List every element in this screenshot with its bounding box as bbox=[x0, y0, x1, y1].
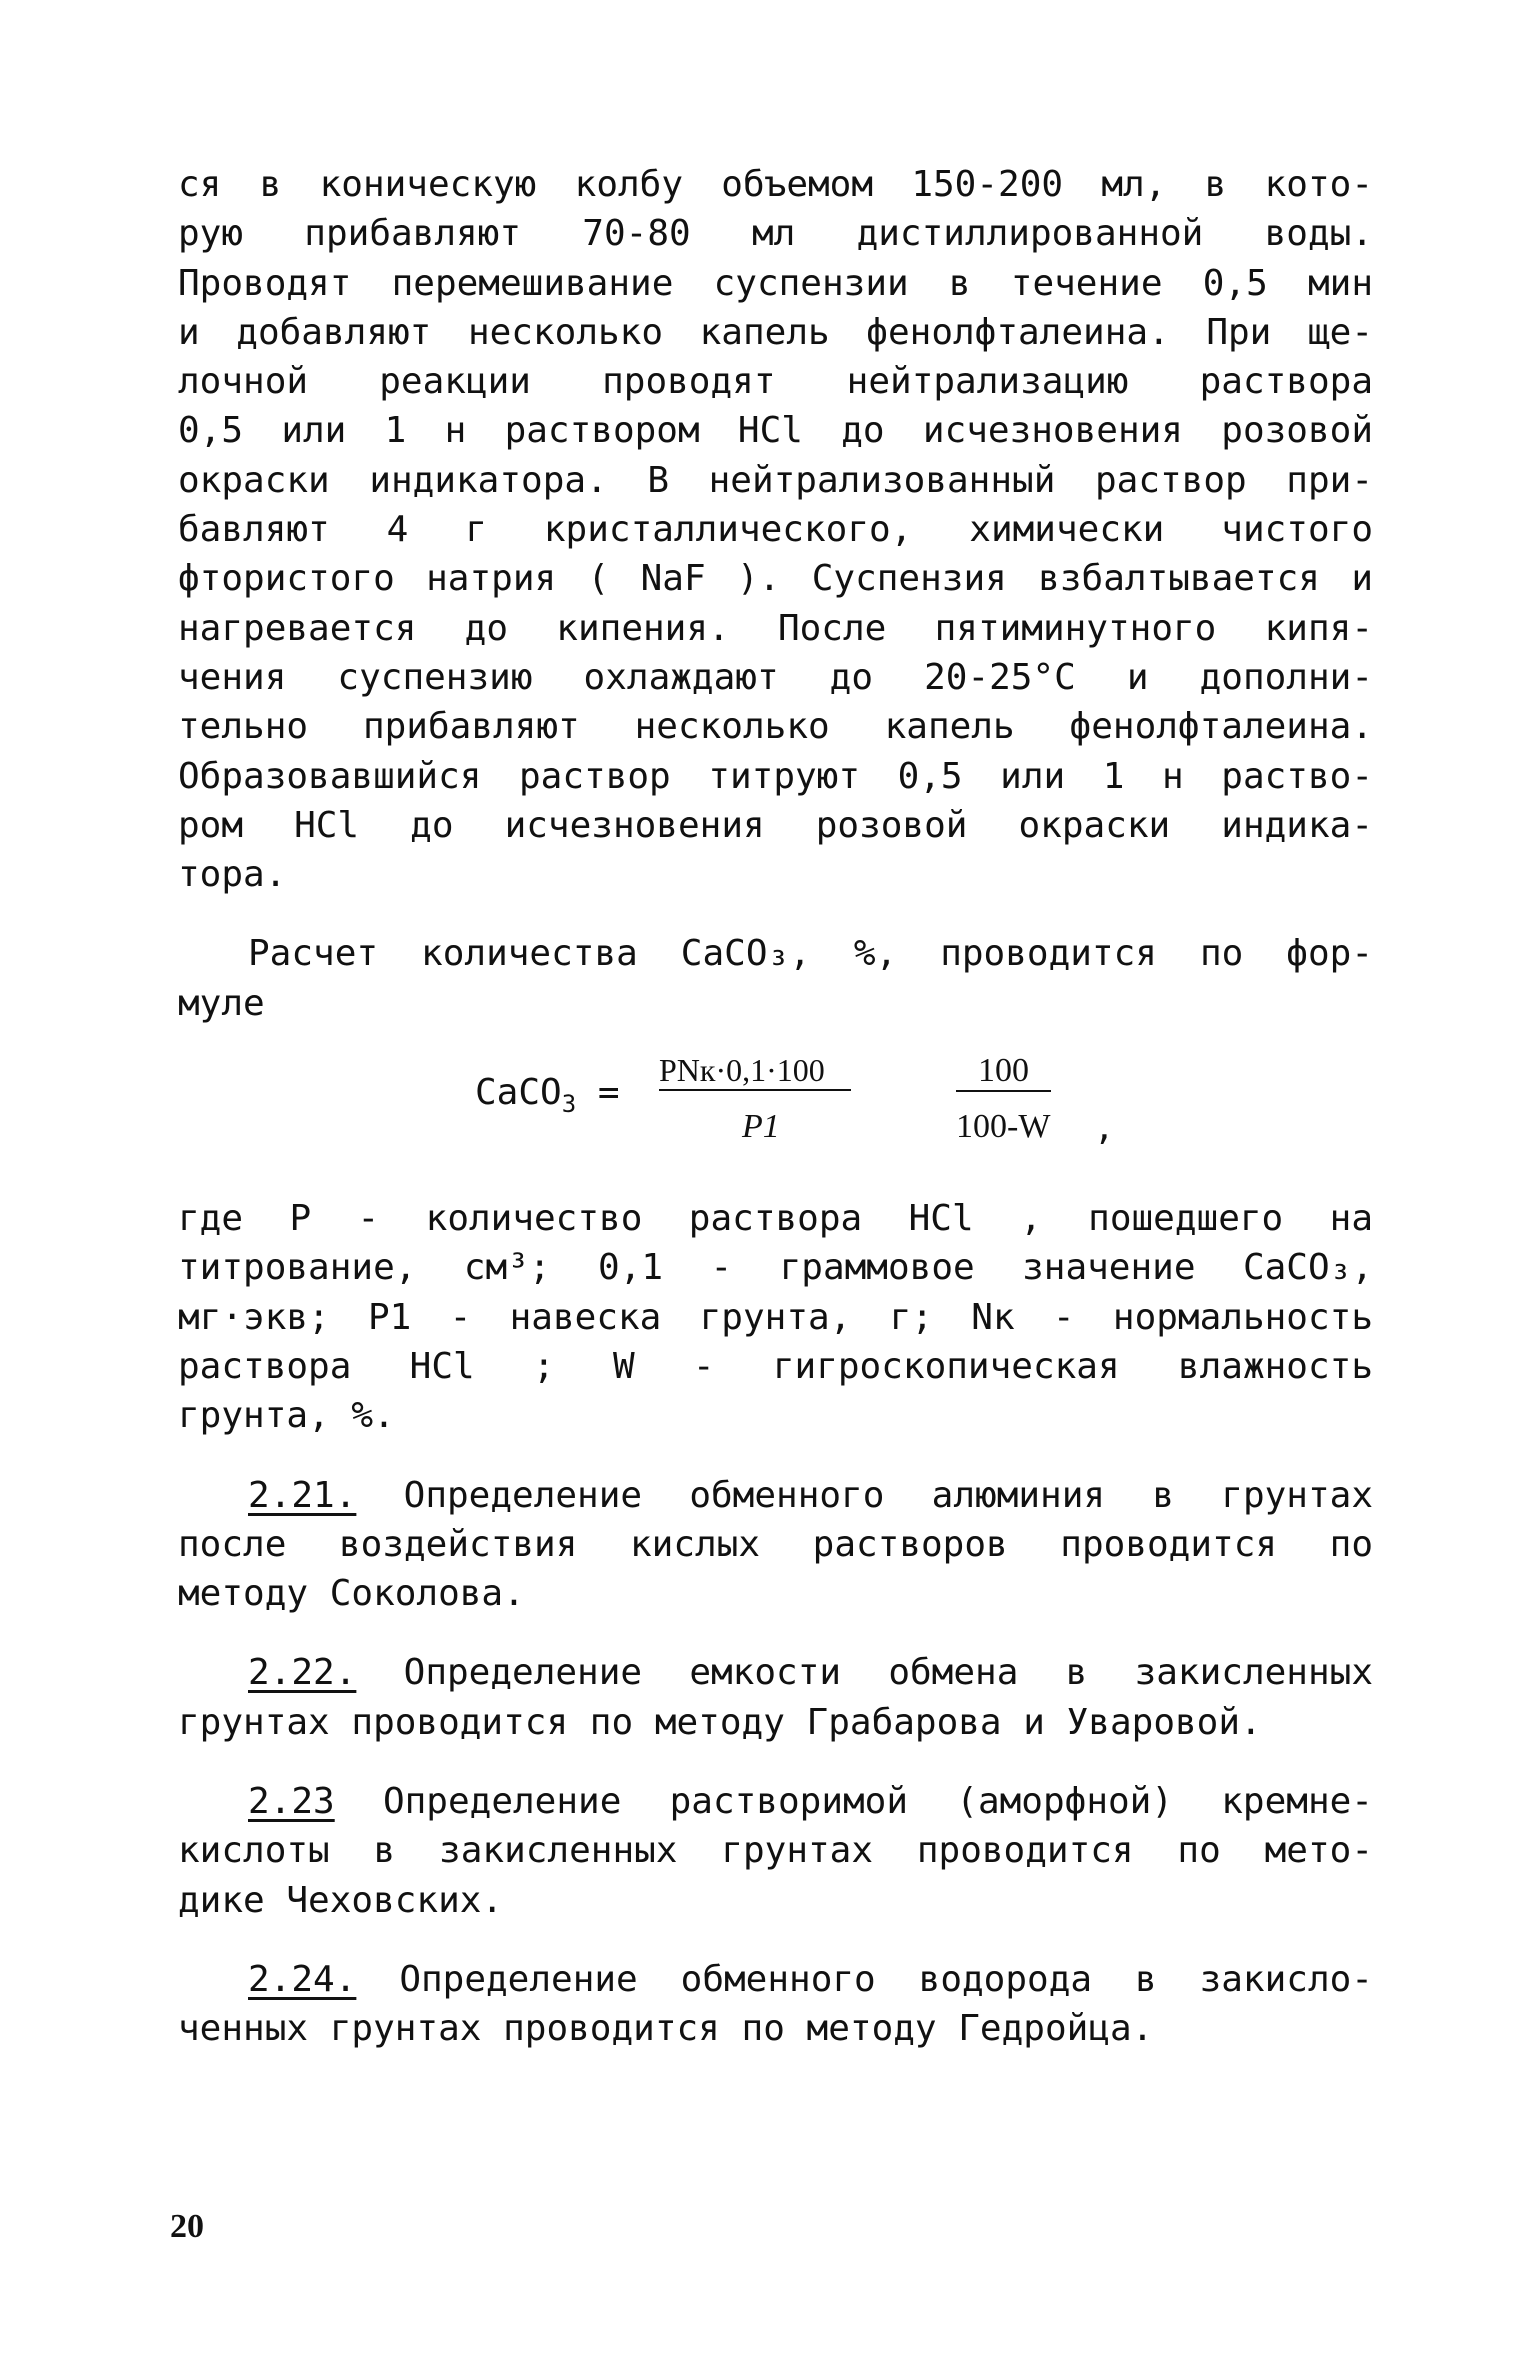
section-heading-text: Определение емкости обмена в закисленных bbox=[403, 1652, 1373, 1694]
text-line: рую прибавляют 70-80 мл дистиллированной воды. bbox=[178, 213, 1373, 255]
page-number: 20 bbox=[170, 2208, 204, 2245]
text-line: Проводят перемешивание суспензии в течение 0,5 мин bbox=[178, 262, 1373, 304]
formula-denominator-2: 100-W bbox=[956, 1108, 1051, 1146]
formula-lhs-subscript: 3 bbox=[561, 1090, 577, 1119]
text-line: 0,5 или 1 н раствором HCl до исчезновения розовой bbox=[178, 410, 1373, 452]
section-first-line bbox=[178, 1471, 1373, 1520]
section-number: 2.22. bbox=[248, 1652, 357, 1694]
text-line: и добавляют несколько капель фенолфталеина. При ще- bbox=[178, 311, 1373, 353]
formula-denominator-1: P1 bbox=[742, 1108, 780, 1146]
section-heading-text: Определение обменного алюминия в грунтах bbox=[403, 1474, 1373, 1516]
text-line: бавляют 4 г кристаллического, химически чистого bbox=[178, 509, 1373, 551]
formula-comma: , bbox=[1094, 1108, 1115, 1149]
text-line: окраски индикатора. В нейтрализованный раствор при- bbox=[178, 459, 1373, 501]
section-first-line bbox=[178, 1777, 1373, 1826]
section-2-24 bbox=[178, 1955, 1373, 2054]
text-line: Расчет количества CaCO₃, %, проводится по фор- bbox=[248, 933, 1373, 975]
text-line: титрование, см³; 0,1 - граммовое значение CaCO₃, bbox=[178, 1247, 1373, 1289]
section-2-22 bbox=[178, 1648, 1373, 1747]
formula-caco3 bbox=[178, 1046, 1373, 1176]
text-line: ченных грунтах проводится по методу Гедройца. bbox=[178, 2008, 1154, 2050]
section-2-21 bbox=[178, 1471, 1373, 1619]
paragraph-calculation-intro bbox=[178, 929, 1373, 1028]
section-number: 2.23 bbox=[248, 1781, 335, 1823]
text-line: раствора HCl ; W - гигроскопическая влажность bbox=[178, 1345, 1373, 1387]
formula-lhs bbox=[475, 1072, 620, 1118]
formula-numerator-1: PNк·0,1·100 bbox=[659, 1052, 851, 1091]
text-line: где P - количество раствора HCl , пошедшего на bbox=[178, 1198, 1373, 1240]
paragraph-legend bbox=[178, 1194, 1373, 1440]
text-line: тора. bbox=[178, 854, 287, 896]
formula-numerator-2: 100 bbox=[956, 1052, 1051, 1092]
section-number: 2.21. bbox=[248, 1474, 357, 1516]
page-body bbox=[178, 160, 1373, 2054]
text-line: нагревается до кипения. После пятиминутного кипя- bbox=[178, 607, 1373, 649]
formula-equals: = bbox=[597, 1072, 620, 1114]
formula-lhs-text: CaCO bbox=[475, 1072, 562, 1114]
section-first-line bbox=[178, 1955, 1373, 2004]
section-heading-text: Определение растворимой (аморфной) кремне- bbox=[382, 1781, 1373, 1823]
text-line: методу Соколова. bbox=[178, 1573, 525, 1615]
text-line: чения суспензию охлаждают до 20-25°С и дополни- bbox=[178, 656, 1373, 698]
paragraph-procedure bbox=[178, 160, 1373, 899]
section-heading-text: Определение обменного водорода в закисло- bbox=[399, 1958, 1373, 2000]
text-line: фтористого натрия ( NaF ). Суспензия взбалтывается и bbox=[178, 558, 1373, 600]
section-first-line bbox=[178, 1648, 1373, 1697]
section-2-23 bbox=[178, 1777, 1373, 1925]
text-line: после воздействия кислых растворов проводится по bbox=[178, 1523, 1373, 1565]
text-line: Образовавшийся раствор титруют 0,5 или 1 н раство- bbox=[178, 755, 1373, 797]
section-number: 2.24. bbox=[248, 1958, 357, 2000]
text-line: тельно прибавляют несколько капель фенолфталеина. bbox=[178, 706, 1373, 748]
text-line: дике Чеховских. bbox=[178, 1879, 504, 1921]
text-line: муле bbox=[178, 982, 265, 1024]
text-line: грунта, %. bbox=[178, 1395, 395, 1437]
text-line: ся в коническую колбу объемом 150-200 мл, в кото- bbox=[178, 164, 1373, 205]
text-line: ром HCl до исчезновения розовой окраски индика- bbox=[178, 804, 1373, 846]
text-line: грунтах проводится по методу Грабарова и Уваровой. bbox=[178, 1701, 1262, 1743]
text-line: лочной реакции проводят нейтрализацию раствора bbox=[178, 361, 1373, 403]
text-line: мг·экв; P1 - навеска грунта, г; Nк - нормальность bbox=[178, 1296, 1373, 1338]
text-line: кислоты в закисленных грунтах проводится по мето- bbox=[178, 1830, 1373, 1872]
